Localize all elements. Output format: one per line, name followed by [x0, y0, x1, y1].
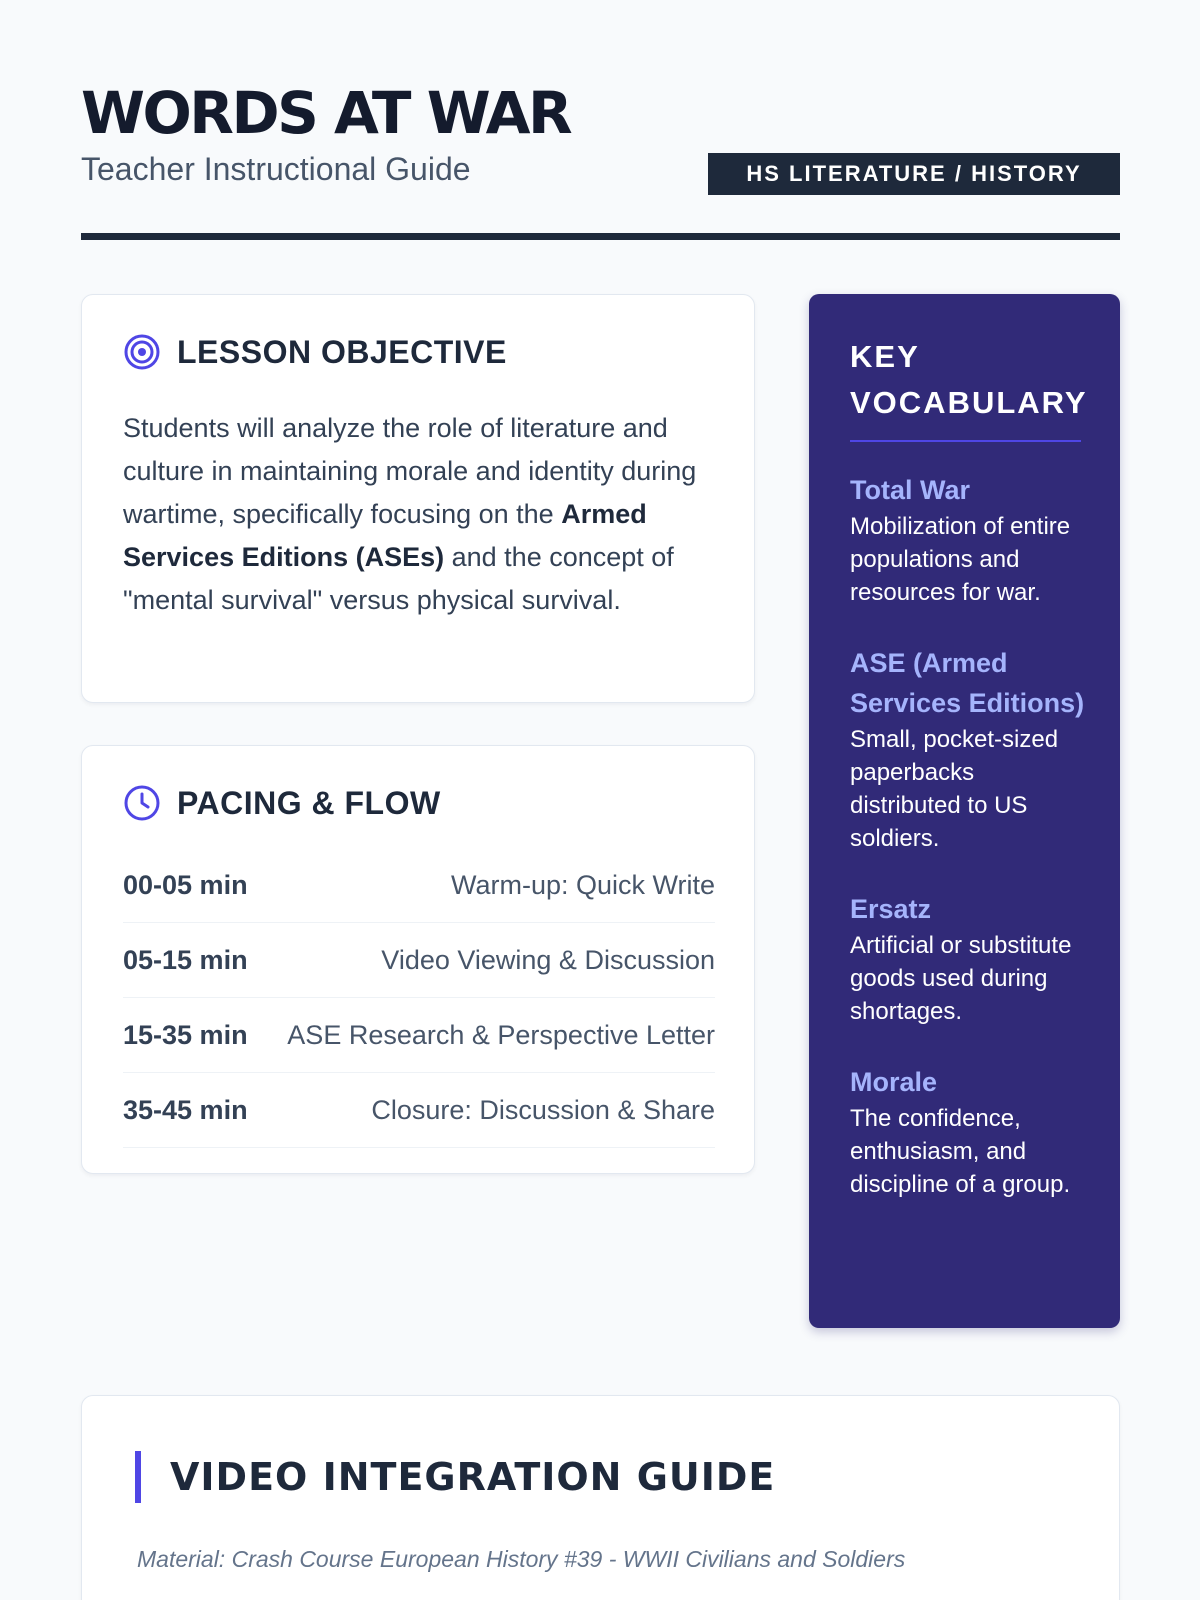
pacing-activity: Video Viewing & Discussion	[381, 944, 715, 975]
vocabulary-definition: Mobilization of entire populations and resources for war.	[850, 513, 1071, 606]
pacing-time: 15-35 min	[123, 1019, 248, 1050]
subject-badge: HS LITERATURE / HISTORY	[708, 153, 1120, 195]
key-vocabulary-title: KEY VOCABULARY	[850, 339, 1088, 420]
vocabulary-item	[850, 1062, 1090, 1201]
lesson-objective-title: LESSON OBJECTIVE	[177, 333, 507, 370]
pacing-row	[123, 923, 715, 998]
objective-text-part: and the concept of "mental survival" versus physical survival.	[123, 542, 674, 615]
pacing-activity: Warm-up: Quick Write	[450, 869, 715, 900]
page-header	[81, 0, 1120, 242]
vocabulary-item	[850, 643, 1090, 855]
lesson-objective-header	[123, 333, 507, 371]
pacing-schedule	[123, 848, 715, 1148]
pacing-row	[123, 998, 715, 1073]
vocabulary-term: Ersatz	[850, 894, 932, 924]
vocabulary-item	[850, 889, 1090, 1028]
vocabulary-term: ASE (Armed Services Editions)	[850, 648, 1085, 718]
pacing-time: 00-05 min	[123, 869, 248, 900]
video-material-caption: Material: Crash Course European History #39 - WWII Civilians and Soldiers	[137, 1546, 906, 1572]
video-integration-title: VIDEO INTEGRATION GUIDE	[170, 1455, 776, 1499]
pacing-row	[123, 1073, 715, 1148]
key-vocabulary-panel	[809, 294, 1120, 1328]
vocabulary-item	[850, 470, 1090, 609]
vocabulary-list	[850, 470, 1090, 1235]
pacing-time: 05-15 min	[123, 944, 248, 975]
vocabulary-definition: Small, pocket-sized paperbacks distributed to US soldiers.	[850, 726, 1059, 852]
lesson-objective-text	[123, 407, 723, 622]
lesson-objective-card	[81, 294, 755, 703]
vocabulary-term: Total War	[850, 475, 970, 505]
pacing-flow-header	[123, 784, 441, 822]
clock-icon	[123, 784, 161, 822]
pacing-flow-title: PACING & FLOW	[177, 784, 441, 821]
vocabulary-divider	[850, 440, 1081, 442]
pacing-activity: ASE Research & Perspective Letter	[287, 1019, 715, 1050]
pacing-time: 35-45 min	[123, 1094, 248, 1125]
pacing-activity: Closure: Discussion & Share	[371, 1094, 715, 1125]
page-subtitle: Teacher Instructional Guide	[81, 151, 471, 187]
target-icon	[123, 333, 161, 371]
vocabulary-term: Morale	[850, 1067, 938, 1097]
vocabulary-definition: The confidence, enthusiasm, and discipline of a group.	[850, 1105, 1071, 1198]
header-divider	[81, 233, 1120, 240]
vocabulary-definition: Artificial or substitute goods used during shortages.	[850, 932, 1072, 1025]
instructional-guide-page	[81, 0, 1120, 1572]
section-accent-bar	[135, 1451, 141, 1503]
pacing-flow-card	[81, 745, 755, 1174]
pacing-row	[123, 848, 715, 923]
objective-emphasis: Armed Services Editions (ASEs)	[123, 499, 647, 572]
video-integration-card	[81, 1395, 1120, 1600]
objective-text-part: Students will analyze the role of literature and culture in maintaining morale and identity during wartime, specifically focusing on the	[123, 413, 697, 529]
page-title: WORDS AT WAR	[81, 79, 571, 147]
